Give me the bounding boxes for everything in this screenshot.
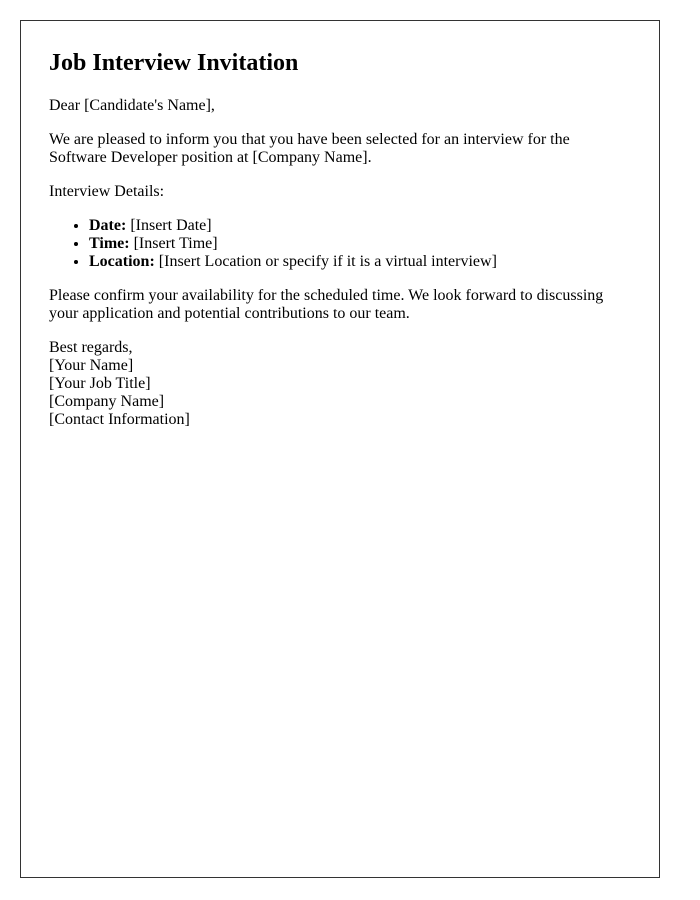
detail-label: Time: bbox=[89, 235, 130, 252]
signoff-company: [Company Name] bbox=[49, 393, 165, 410]
intro-paragraph: We are pleased to inform you that you have been selected for an interview for the Software Developer position at [Company Name]. bbox=[49, 131, 570, 166]
detail-value: [Insert Time] bbox=[129, 235, 218, 252]
detail-value: [Insert Date] bbox=[126, 217, 212, 234]
detail-label: Location: bbox=[89, 253, 155, 270]
signoff-block bbox=[49, 339, 631, 429]
closing-paragraph: Please confirm your availability for the scheduled time. We look forward to discussing your application and potential contributions to our team. bbox=[49, 287, 604, 322]
detail-item-location bbox=[89, 253, 631, 271]
detail-item-date bbox=[89, 217, 631, 235]
detail-item-time bbox=[89, 235, 631, 253]
letter-document bbox=[20, 20, 660, 878]
detail-label: Date: bbox=[89, 217, 127, 234]
signoff-regards: Best regards, bbox=[49, 339, 133, 356]
interview-details-list bbox=[49, 217, 631, 271]
signoff-name: [Your Name] bbox=[49, 357, 134, 374]
signoff-job-title: [Your Job Title] bbox=[49, 375, 151, 392]
signoff-contact: [Contact Information] bbox=[49, 411, 190, 428]
letter-title: Job Interview Invitation bbox=[49, 50, 299, 76]
details-heading: Interview Details: bbox=[49, 183, 165, 200]
greeting: Dear [Candidate's Name], bbox=[49, 97, 215, 114]
detail-value: [Insert Location or specify if it is a virtual interview] bbox=[154, 253, 497, 270]
